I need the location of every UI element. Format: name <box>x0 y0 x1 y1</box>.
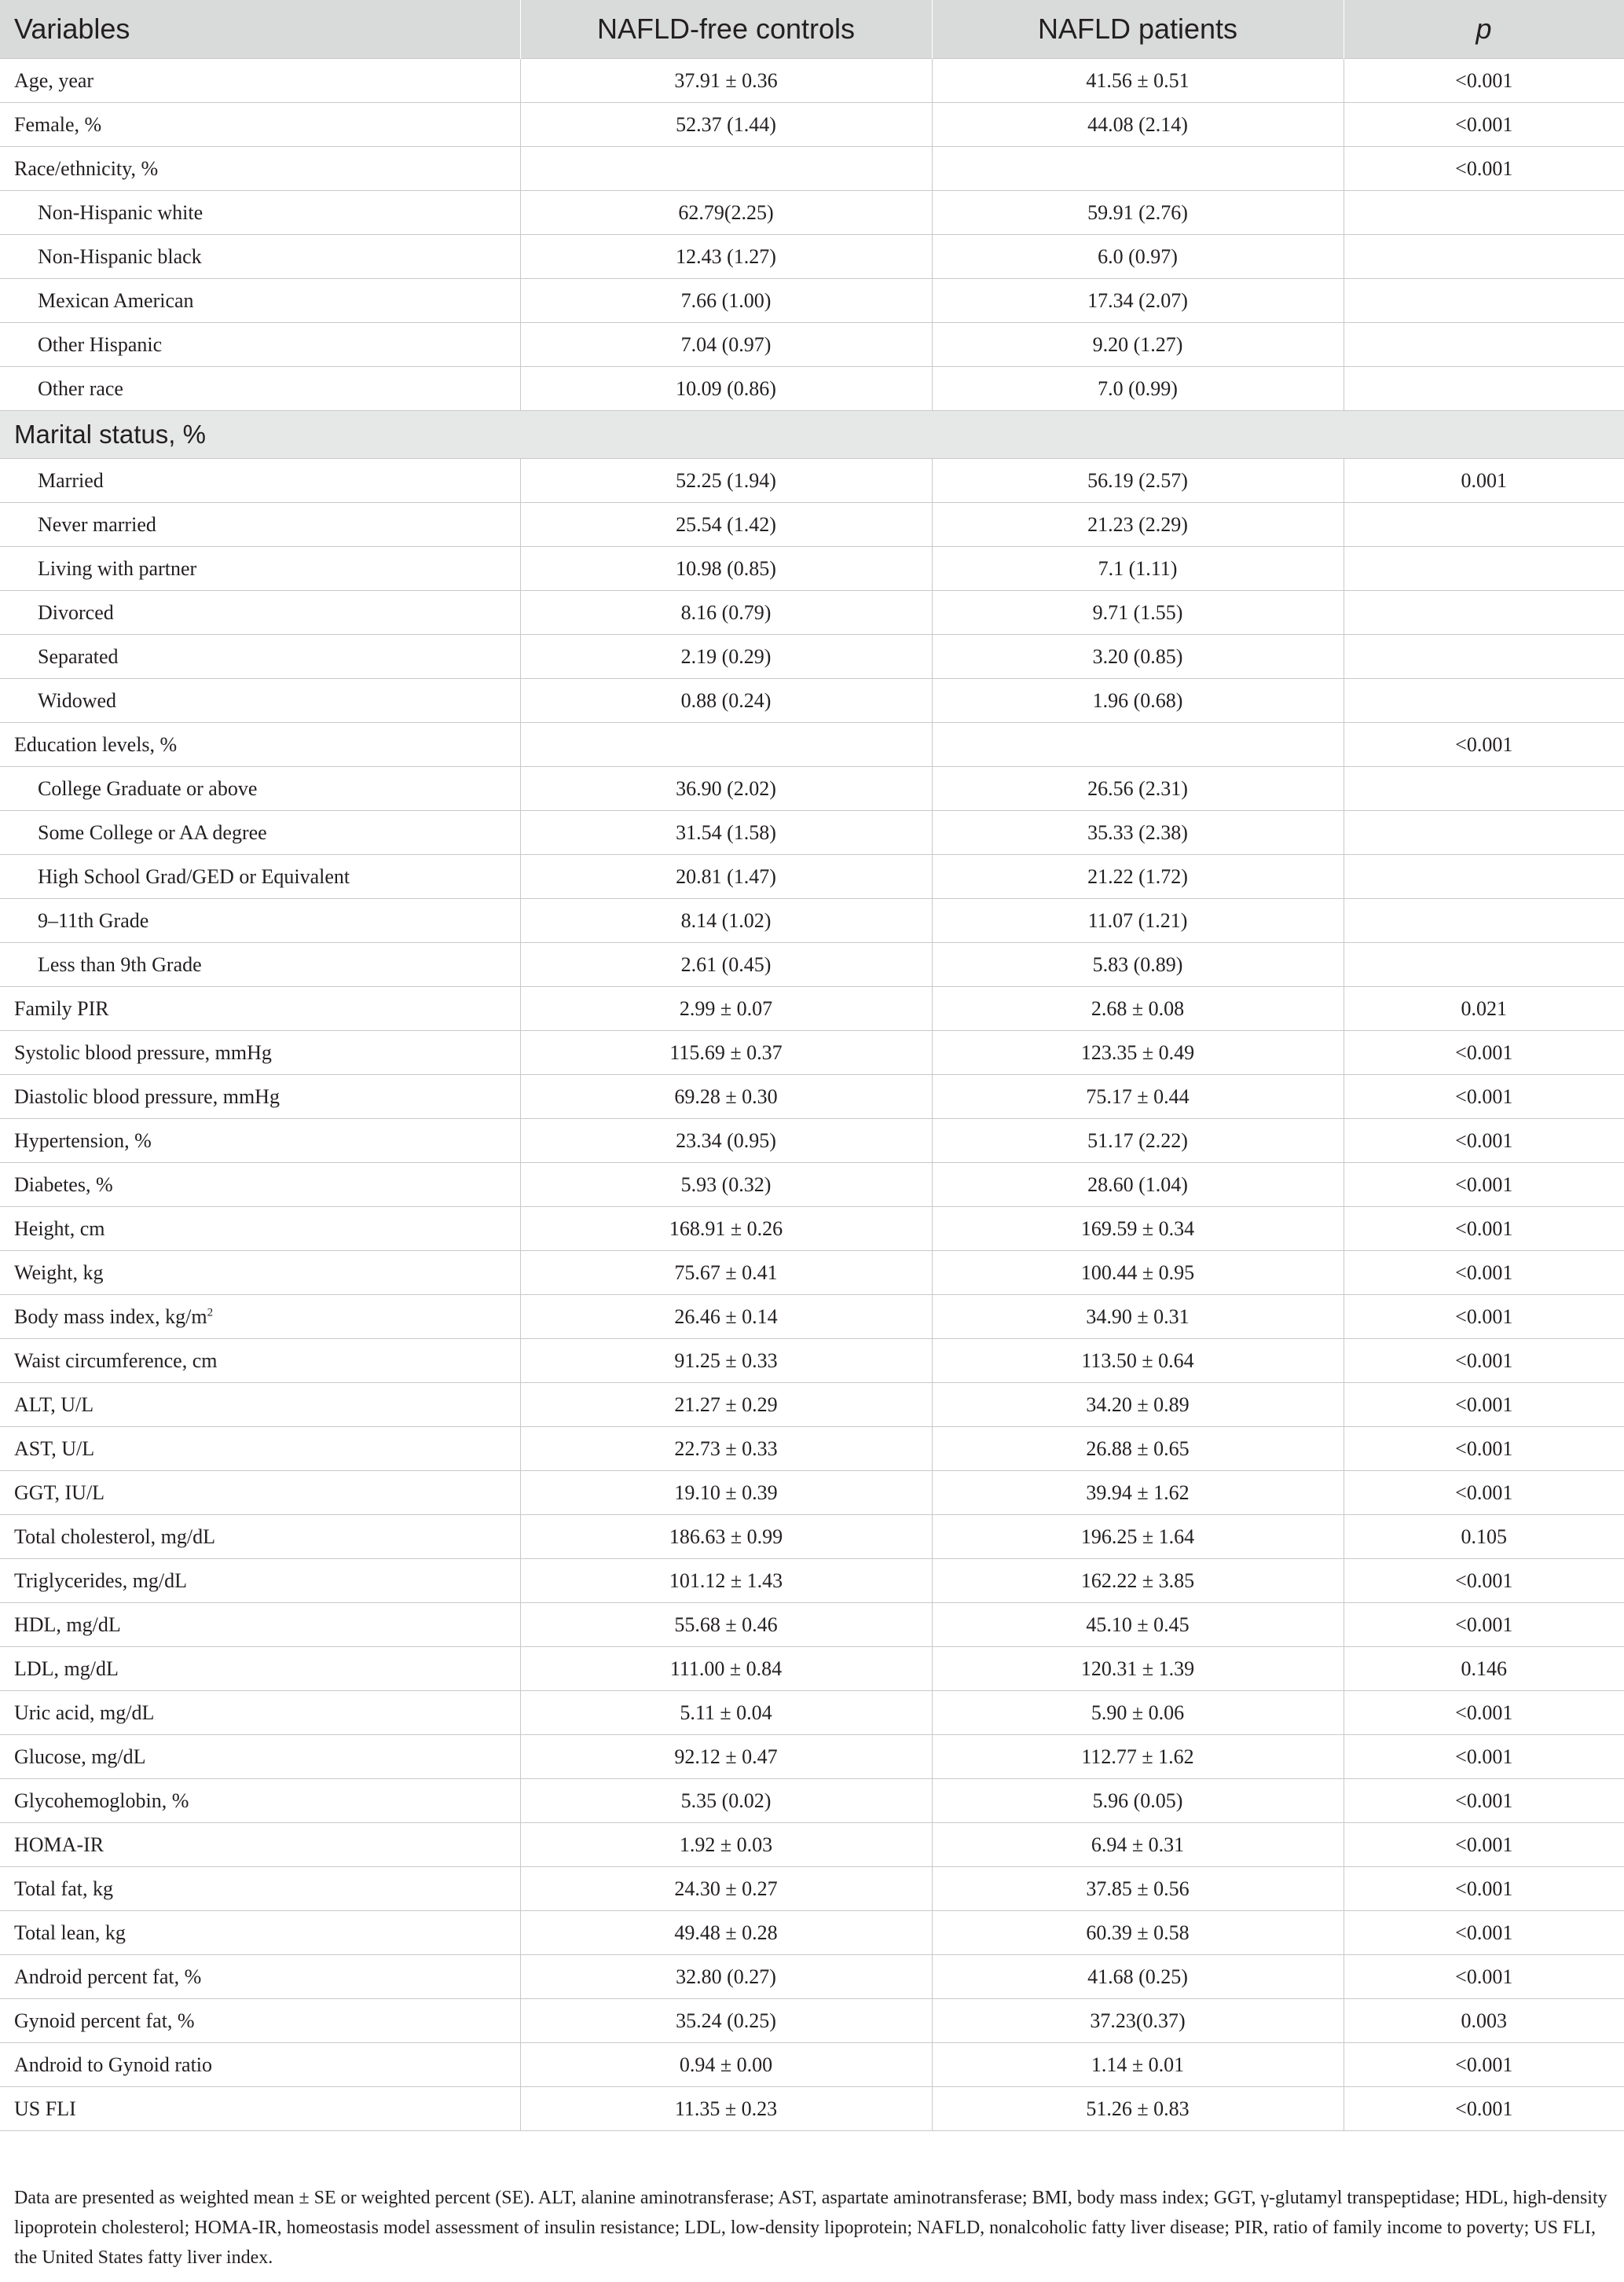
cell-controls: 0.94 ± 0.00 <box>520 2043 932 2087</box>
cell-patients: 17.34 (2.07) <box>932 279 1344 323</box>
row-label <box>0 1031 520 1075</box>
row-label <box>0 1163 520 1207</box>
row-label <box>0 235 520 279</box>
cell-p-value: <0.001 <box>1344 2043 1624 2087</box>
table-row <box>0 1559 1624 1603</box>
table-row <box>0 811 1624 855</box>
cell-patients: 11.07 (1.21) <box>932 899 1344 943</box>
cell-p-value: <0.001 <box>1344 1427 1624 1471</box>
row-label <box>0 1383 520 1427</box>
table-row <box>0 279 1624 323</box>
cell-p-value: <0.001 <box>1344 59 1624 103</box>
row-label-text: Gynoid percent fat, % <box>14 2009 195 2032</box>
cell-patients: 5.83 (0.89) <box>932 943 1344 987</box>
table-row <box>0 767 1624 811</box>
cell-controls: 35.24 (0.25) <box>520 1999 932 2043</box>
cell-patients: 1.14 ± 0.01 <box>932 2043 1344 2087</box>
row-label-text: Total cholesterol, mg/dL <box>14 1524 215 1548</box>
cell-controls: 186.63 ± 0.99 <box>520 1515 932 1559</box>
cell-p-value <box>1344 235 1624 279</box>
table-row <box>0 1779 1624 1823</box>
row-label <box>0 635 520 679</box>
header-patients: NAFLD patients <box>932 0 1344 59</box>
cell-p-value <box>1344 679 1624 723</box>
cell-p-value: <0.001 <box>1344 1471 1624 1515</box>
cell-controls: 12.43 (1.27) <box>520 235 932 279</box>
table-row <box>0 1999 1624 2043</box>
cell-p-value <box>1344 591 1624 635</box>
row-label-text: Some College or AA degree <box>38 820 267 844</box>
cell-controls: 111.00 ± 0.84 <box>520 1647 932 1691</box>
cell-patients: 7.1 (1.11) <box>932 547 1344 591</box>
cell-controls: 168.91 ± 0.26 <box>520 1207 932 1251</box>
table-row <box>0 635 1624 679</box>
cell-p-value: 0.003 <box>1344 1999 1624 2043</box>
cell-p-value <box>1344 323 1624 367</box>
section-header-row <box>0 411 1624 459</box>
row-label <box>0 723 520 767</box>
row-label <box>0 1427 520 1471</box>
table-body <box>0 59 1624 2131</box>
row-label-text: 9–11th Grade <box>38 908 149 932</box>
cell-patients: 56.19 (2.57) <box>932 459 1344 503</box>
cell-p-value <box>1344 547 1624 591</box>
row-label <box>0 855 520 899</box>
cell-patients: 162.22 ± 3.85 <box>932 1559 1344 1603</box>
cell-p-value <box>1344 855 1624 899</box>
row-label <box>0 1251 520 1295</box>
row-label <box>0 503 520 547</box>
cell-p-value: <0.001 <box>1344 1823 1624 1867</box>
cell-patients <box>932 723 1344 767</box>
cell-p-value: <0.001 <box>1344 1207 1624 1251</box>
cell-patients: 75.17 ± 0.44 <box>932 1075 1344 1119</box>
cell-patients: 9.71 (1.55) <box>932 591 1344 635</box>
table-row <box>0 1383 1624 1427</box>
cell-patients: 5.96 (0.05) <box>932 1779 1344 1823</box>
table-row <box>0 1427 1624 1471</box>
row-label-superscript: 2 <box>207 1305 214 1319</box>
cell-controls: 7.04 (0.97) <box>520 323 932 367</box>
cell-p-value <box>1344 191 1624 235</box>
cell-controls: 55.68 ± 0.46 <box>520 1603 932 1647</box>
row-label <box>0 1295 520 1339</box>
table-row <box>0 1075 1624 1119</box>
cell-p-value: <0.001 <box>1344 1031 1624 1075</box>
row-label-text: Uric acid, mg/dL <box>14 1700 155 1724</box>
cell-controls <box>520 723 932 767</box>
cell-p-value: 0.021 <box>1344 987 1624 1031</box>
cell-p-value: <0.001 <box>1344 1163 1624 1207</box>
cell-p-value: <0.001 <box>1344 1119 1624 1163</box>
cell-patients: 123.35 ± 0.49 <box>932 1031 1344 1075</box>
row-label-text: Body mass index, kg/m <box>14 1304 207 1328</box>
row-label-text: Triglycerides, mg/dL <box>14 1568 188 1592</box>
row-label-text: Android to Gynoid ratio <box>14 2053 213 2076</box>
cell-p-value: <0.001 <box>1344 1603 1624 1647</box>
cell-p-value: <0.001 <box>1344 1691 1624 1735</box>
table-row <box>0 987 1624 1031</box>
cell-patients: 60.39 ± 0.58 <box>932 1911 1344 1955</box>
cell-p-value <box>1344 811 1624 855</box>
row-label <box>0 1075 520 1119</box>
cell-controls: 115.69 ± 0.37 <box>520 1031 932 1075</box>
table-row <box>0 943 1624 987</box>
table-row <box>0 1911 1624 1955</box>
cell-p-value: <0.001 <box>1344 1075 1624 1119</box>
cell-p-value <box>1344 503 1624 547</box>
cell-p-value <box>1344 899 1624 943</box>
cell-patients: 26.88 ± 0.65 <box>932 1427 1344 1471</box>
row-label-text: Weight, kg <box>14 1260 104 1284</box>
row-label-text: Race/ethnicity, % <box>14 156 159 180</box>
table-row <box>0 1955 1624 1999</box>
cell-p-value <box>1344 367 1624 411</box>
cell-patients: 5.90 ± 0.06 <box>932 1691 1344 1735</box>
cell-controls: 20.81 (1.47) <box>520 855 932 899</box>
row-label-text: Other Hispanic <box>38 332 163 356</box>
table-row <box>0 1823 1624 1867</box>
table-row <box>0 855 1624 899</box>
row-label <box>0 1471 520 1515</box>
row-label-text: ALT, U/L <box>14 1392 94 1416</box>
cell-p-value: <0.001 <box>1344 1955 1624 1999</box>
cell-controls: 5.93 (0.32) <box>520 1163 932 1207</box>
cell-p-value: <0.001 <box>1344 1383 1624 1427</box>
row-label-text: Android percent fat, % <box>14 1965 202 1988</box>
table-row <box>0 1163 1624 1207</box>
cell-controls: 0.88 (0.24) <box>520 679 932 723</box>
row-label-text: Separated <box>38 644 119 668</box>
row-label-text: Widowed <box>38 688 117 712</box>
row-label-text: Education levels, % <box>14 732 178 756</box>
table-row <box>0 1207 1624 1251</box>
cell-p-value: 0.105 <box>1344 1515 1624 1559</box>
cell-p-value <box>1344 767 1624 811</box>
cell-p-value: <0.001 <box>1344 1735 1624 1779</box>
table-row <box>0 1251 1624 1295</box>
cell-patients: 37.85 ± 0.56 <box>932 1867 1344 1911</box>
table-row <box>0 2087 1624 2131</box>
cell-controls: 101.12 ± 1.43 <box>520 1559 932 1603</box>
row-label-text: Female, % <box>14 112 102 136</box>
table-header-row <box>0 0 1624 59</box>
row-label-text: HOMA-IR <box>14 1833 104 1856</box>
cell-p-value: <0.001 <box>1344 147 1624 191</box>
row-label <box>0 191 520 235</box>
cell-patients: 2.68 ± 0.08 <box>932 987 1344 1031</box>
cell-controls: 5.11 ± 0.04 <box>520 1691 932 1735</box>
row-label <box>0 1735 520 1779</box>
table-row <box>0 1119 1624 1163</box>
cell-controls: 5.35 (0.02) <box>520 1779 932 1823</box>
row-label <box>0 987 520 1031</box>
row-label <box>0 1823 520 1867</box>
table-row <box>0 547 1624 591</box>
table-row <box>0 1471 1624 1515</box>
cell-patients: 51.26 ± 0.83 <box>932 2087 1344 2131</box>
row-label <box>0 1779 520 1823</box>
row-label-text: LDL, mg/dL <box>14 1656 119 1680</box>
row-label-text: Height, cm <box>14 1216 105 1240</box>
cell-patients: 120.31 ± 1.39 <box>932 1647 1344 1691</box>
row-label <box>0 2043 520 2087</box>
table-row <box>0 147 1624 191</box>
row-label <box>0 1867 520 1911</box>
table-row <box>0 1867 1624 1911</box>
table-row <box>0 367 1624 411</box>
row-label <box>0 1955 520 1999</box>
row-label-text: Divorced <box>38 600 114 624</box>
cell-controls: 24.30 ± 0.27 <box>520 1867 932 1911</box>
row-label <box>0 943 520 987</box>
cell-controls: 92.12 ± 0.47 <box>520 1735 932 1779</box>
cell-p-value: <0.001 <box>1344 723 1624 767</box>
row-label <box>0 1559 520 1603</box>
cell-patients <box>932 147 1344 191</box>
row-label-text: US FLI <box>14 2097 76 2120</box>
cell-controls: 36.90 (2.02) <box>520 767 932 811</box>
cell-controls: 11.35 ± 0.23 <box>520 2087 932 2131</box>
cell-patients: 21.23 (2.29) <box>932 503 1344 547</box>
table-row <box>0 323 1624 367</box>
row-label <box>0 591 520 635</box>
row-label-text: Living with partner <box>38 556 197 580</box>
row-label <box>0 1647 520 1691</box>
cell-controls: 8.14 (1.02) <box>520 899 932 943</box>
table-row <box>0 235 1624 279</box>
section-label: Marital status, % <box>0 411 1624 459</box>
cell-controls: 7.66 (1.00) <box>520 279 932 323</box>
cell-p-value: <0.001 <box>1344 1559 1624 1603</box>
cell-controls: 19.10 ± 0.39 <box>520 1471 932 1515</box>
row-label-text: Age, year <box>14 68 94 92</box>
row-label-text: Other race <box>38 376 123 400</box>
cell-controls: 22.73 ± 0.33 <box>520 1427 932 1471</box>
row-label <box>0 767 520 811</box>
table-row <box>0 679 1624 723</box>
row-label-text: Never married <box>38 512 156 536</box>
cell-controls: 2.99 ± 0.07 <box>520 987 932 1031</box>
row-label-text: Non-Hispanic black <box>38 244 202 268</box>
cell-p-value: <0.001 <box>1344 1295 1624 1339</box>
cell-controls: 2.19 (0.29) <box>520 635 932 679</box>
cell-controls: 32.80 (0.27) <box>520 1955 932 1999</box>
row-label <box>0 2087 520 2131</box>
cell-p-value <box>1344 943 1624 987</box>
cell-patients: 41.56 ± 0.51 <box>932 59 1344 103</box>
cell-controls: 91.25 ± 0.33 <box>520 1339 932 1383</box>
row-label <box>0 1603 520 1647</box>
cell-patients: 100.44 ± 0.95 <box>932 1251 1344 1295</box>
cell-patients: 37.23(0.37) <box>932 1999 1344 2043</box>
cell-patients: 28.60 (1.04) <box>932 1163 1344 1207</box>
row-label-text: College Graduate or above <box>38 776 258 800</box>
table-row <box>0 899 1624 943</box>
cell-patients: 6.94 ± 0.31 <box>932 1823 1344 1867</box>
cell-patients: 6.0 (0.97) <box>932 235 1344 279</box>
table-row <box>0 59 1624 103</box>
row-label <box>0 279 520 323</box>
cell-controls: 49.48 ± 0.28 <box>520 1911 932 1955</box>
cell-patients: 59.91 (2.76) <box>932 191 1344 235</box>
row-label <box>0 1207 520 1251</box>
table-footnote: Data are presented as weighted mean ± SE or weighted percent (SE). ALT, alanine aminotransferase; AST, aspartate aminotransferase; BMI, body mass index; GGT, γ-glutamyl transpeptidase; HDL, high-density lipoprotein cholesterol; HOMA-IR, homeostasis model assessment of insulin resistance; LDL, low-density lipoprotein; NAFLD, nonalcoholic fatty liver disease; PIR, ratio of family income to poverty; US FLI, the United States fatty liver index. <box>14 2188 1608 2268</box>
cell-patients: 41.68 (0.25) <box>932 1955 1344 1999</box>
row-label <box>0 1911 520 1955</box>
cell-p-value: <0.001 <box>1344 2087 1624 2131</box>
row-label-text: Non-Hispanic white <box>38 200 203 224</box>
cell-controls: 52.25 (1.94) <box>520 459 932 503</box>
cell-patients: 51.17 (2.22) <box>932 1119 1344 1163</box>
table-row <box>0 2043 1624 2087</box>
header-controls: NAFLD-free controls <box>520 0 932 59</box>
row-label <box>0 1119 520 1163</box>
cell-p-value: <0.001 <box>1344 103 1624 147</box>
cell-controls: 25.54 (1.42) <box>520 503 932 547</box>
row-label-text: Married <box>38 468 104 492</box>
cell-p-value: 0.146 <box>1344 1647 1624 1691</box>
cell-controls <box>520 147 932 191</box>
row-label-text: Diastolic blood pressure, mmHg <box>14 1084 280 1108</box>
cell-controls: 37.91 ± 0.36 <box>520 59 932 103</box>
cell-patients: 1.96 (0.68) <box>932 679 1344 723</box>
cell-p-value: <0.001 <box>1344 1339 1624 1383</box>
table-row <box>0 459 1624 503</box>
row-label <box>0 59 520 103</box>
cell-patients: 35.33 (2.38) <box>932 811 1344 855</box>
header-p-value: p <box>1344 0 1624 59</box>
cell-p-value: <0.001 <box>1344 1867 1624 1911</box>
table-row <box>0 1691 1624 1735</box>
row-label-text: GGT, IU/L <box>14 1480 105 1504</box>
cell-controls: 8.16 (0.79) <box>520 591 932 635</box>
cell-p-value <box>1344 635 1624 679</box>
cell-controls: 31.54 (1.58) <box>520 811 932 855</box>
row-label-text: Less than 9th Grade <box>38 952 202 976</box>
cell-controls: 75.67 ± 0.41 <box>520 1251 932 1295</box>
cell-patients: 113.50 ± 0.64 <box>932 1339 1344 1383</box>
row-label-text: Hypertension, % <box>14 1128 152 1152</box>
cell-p-value: <0.001 <box>1344 1251 1624 1295</box>
cell-patients: 169.59 ± 0.34 <box>932 1207 1344 1251</box>
cell-controls: 23.34 (0.95) <box>520 1119 932 1163</box>
row-label-text: Diabetes, % <box>14 1172 113 1196</box>
table-row <box>0 1031 1624 1075</box>
row-label-text: High School Grad/GED or Equivalent <box>38 864 350 888</box>
cell-patients: 112.77 ± 1.62 <box>932 1735 1344 1779</box>
table-row <box>0 1515 1624 1559</box>
table-row <box>0 1339 1624 1383</box>
row-label-text: Mexican American <box>38 288 194 312</box>
row-label <box>0 323 520 367</box>
cell-controls: 10.98 (0.85) <box>520 547 932 591</box>
cell-controls: 69.28 ± 0.30 <box>520 1075 932 1119</box>
row-label-text: Total fat, kg <box>14 1877 113 1900</box>
table-row <box>0 103 1624 147</box>
row-label-text: HDL, mg/dL <box>14 1612 121 1636</box>
row-label <box>0 811 520 855</box>
row-label <box>0 547 520 591</box>
row-label <box>0 103 520 147</box>
cell-controls: 10.09 (0.86) <box>520 367 932 411</box>
table-row <box>0 1647 1624 1691</box>
table-row <box>0 1603 1624 1647</box>
row-label <box>0 899 520 943</box>
cell-patients: 7.0 (0.99) <box>932 367 1344 411</box>
row-label-text: Glucose, mg/dL <box>14 1745 146 1768</box>
cell-controls: 21.27 ± 0.29 <box>520 1383 932 1427</box>
header-variables: Variables <box>0 0 520 59</box>
cell-patients: 34.20 ± 0.89 <box>932 1383 1344 1427</box>
cell-patients: 26.56 (2.31) <box>932 767 1344 811</box>
cell-controls: 52.37 (1.44) <box>520 103 932 147</box>
table-row <box>0 591 1624 635</box>
row-label-text: Waist circumference, cm <box>14 1348 218 1372</box>
row-label <box>0 1339 520 1383</box>
row-label-text: Glycohemoglobin, % <box>14 1789 189 1812</box>
cell-p-value: 0.001 <box>1344 459 1624 503</box>
cell-controls: 1.92 ± 0.03 <box>520 1823 932 1867</box>
table-row <box>0 503 1624 547</box>
row-label-text: Total lean, kg <box>14 1921 126 1944</box>
cell-controls: 2.61 (0.45) <box>520 943 932 987</box>
row-label <box>0 459 520 503</box>
row-label <box>0 1515 520 1559</box>
cell-patients: 21.22 (1.72) <box>932 855 1344 899</box>
cell-p-value: <0.001 <box>1344 1779 1624 1823</box>
row-label-text: Systolic blood pressure, mmHg <box>14 1040 272 1064</box>
row-label <box>0 679 520 723</box>
cell-controls: 26.46 ± 0.14 <box>520 1295 932 1339</box>
row-label <box>0 367 520 411</box>
table-row <box>0 723 1624 767</box>
row-label-text: AST, U/L <box>14 1436 95 1460</box>
row-label-text: Family PIR <box>14 996 109 1020</box>
row-label <box>0 147 520 191</box>
row-label <box>0 1999 520 2043</box>
table-row <box>0 1295 1624 1339</box>
cell-controls: 62.79(2.25) <box>520 191 932 235</box>
cell-patients: 39.94 ± 1.62 <box>932 1471 1344 1515</box>
table-row <box>0 191 1624 235</box>
row-label <box>0 1691 520 1735</box>
cell-patients: 3.20 (0.85) <box>932 635 1344 679</box>
cell-p-value: <0.001 <box>1344 1911 1624 1955</box>
cell-patients: 34.90 ± 0.31 <box>932 1295 1344 1339</box>
cell-patients: 45.10 ± 0.45 <box>932 1603 1344 1647</box>
table-row <box>0 1735 1624 1779</box>
cell-patients: 196.25 ± 1.64 <box>932 1515 1344 1559</box>
cell-patients: 44.08 (2.14) <box>932 103 1344 147</box>
cell-patients: 9.20 (1.27) <box>932 323 1344 367</box>
cell-p-value <box>1344 279 1624 323</box>
